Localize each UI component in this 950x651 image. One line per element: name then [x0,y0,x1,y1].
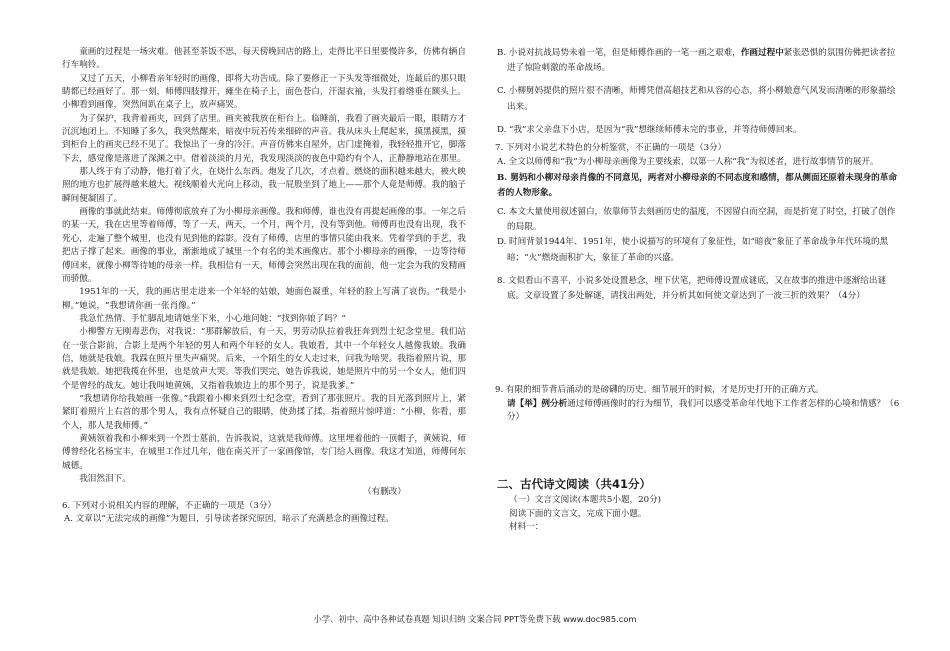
story-paragraph-2: 又过了五天，小柳看亲年轻时的画像，即将大功告成。除了要修正一下头发等细微处，连最后的那只眼睛都已经画好了。那一刻，师傅四肢撑开，瘫坐在椅子上，面色苍白，汗湿衣袖，头发打着绺垂在额头上。小柳看到画像，突然间趴在桌子上，放声痛哭。 [62,73,466,111]
option-b-text-end: 紧张恐惧的氛围仿佛把读者拉进了惊险刺激的革命战场。 [507,48,896,74]
question-6-option-a: A. 文章以“无法完成的画像”为题目，引导读者探究原因，暗示了充满悬念的画像过程。 [64,514,394,525]
source-note: （有删改） [363,487,406,498]
section-2-subtitle: （一）文言文阅读(本题共5小题，20分) [509,495,662,506]
option-b-text-start: B. 小说对抗战局势未着一笔，但是师傅作画的一笔一画之艰难， [497,48,741,58]
story-paragraph-3: 为了保护，我背着画夹，回到了店里。画夹被我放在柜台上。临睡前，我看了画夹最后一眼，眼睛方才沉沉地闭上。不知睡了多久，我突然醒来，暗夜中玩若传来细碎的声音。我从床头上爬起来，摸黑摸黑，摸到柜台上的画夹已经不见了。我惊出了一身的冷汗。声音仿佛来自屋外，店门虚掩着，我轻轻推开它，脚落下去，感觉像是落进了深渊之中。借着淡淡的月光，我发现淡淡的夜色中隐约有个人，正静静地站在那里。 [62,113,466,164]
story-paragraph-7: 我急忙热情、手忙脚乱地请她坐下来，小心地问她：“找到你娘了吗？” [79,313,346,324]
question-8: 8. 文似看山不喜平，小说多处设置悬念，埋下伏笔，把师傅设置成谜底，又在故事的推进中逐渐给出谜底。文章设置了多处解谜，请找出两处，并分析其如何使文章达到了一波三折的效果？（4分） [497,275,887,301]
story-paragraph-4: 那人终于有了动静，他打着了火，在烧什么东西。炮发了几次，才点着。燃烧的面积越来越大，被火映照的地方也扩展得越来越大。视线顺着火光向上移动，我一屁股坐到了地上——那个人竟是师傅。我的脑子瞬间便凝固了。 [62,167,466,204]
question-9-rest: 通过师傅画像时的行为细节，我们可以感受革命年代地下工作者怎样的心境和情感？（6分） [507,398,900,422]
story-paragraph-11: 我泪然泪下。 [79,474,131,484]
question-7-option-a: A. 全文以师傅和“我”为小柳母亲画像为主要线索，以第一人称“我”为叙述者，进行故事情节的展开。 [497,157,879,168]
story-paragraph-5: 画像的事就此结束。师傅彻底放弃了为小柳母亲画像。我和师傅，谁也没有再提起画像的事。一年之后的某一天，我在店里等着师傅，等了一天，两天，一个月，两个月，没有等到他。师傅再也没有出现，我不死心，走遍了整个城里，也没有见到他的踪影。没有了师傅，店里的事情只能由我来。凭着学到的手艺，我把店子撑了起来。画像的事业，渐渐地成了城里一个有名的美术画像店。那个小柳母亲的画像，一边等待师傅回来，就像小柳等待她的母亲一样。我相信有一天，师傅会突然出现在我的面前，他一定会为我的发精画而骄傲。 [62,207,466,284]
question-7-option-b: B. 舅妈和小柳对母亲肖像的不同意见，两者对小柳母亲的不同态度和感情，都从侧面还原着未现身的革命者的人物形象。 [497,172,897,198]
question-6-option-b [495,46,900,76]
question-9-line-2 [495,398,900,425]
story-paragraph-10: 黄姨领着我和小柳来到一个烈士墓前，告诉我说，这就是我师傅。这里埋着他的一顶帽子，黄姨说，师傅曾经化名杨宝丰，在城里工作过几年，他在南关开了一家画像馆，专门给人画像。我这才知道，师傅何东城德。 [62,433,466,471]
story-paragraph-1: 童画的过程是一场灾难。他甚至茶饭不思，每天傍晚回店的路上，走得比平日里要慢许多，仿佛有辆自行车响铃。 [62,47,466,71]
section-2-material-label: 材料一： [509,521,544,532]
left-column [62,46,466,526]
footer-watermark: 小学、初中、高中各种试卷真题 知识归纳 文案合同 PPT等免费下载 www.doc985.com [313,614,637,624]
question-6-option-d: D. “我”求父亲盘下小店，是因为“我”想继续师傅未完的事业，并等待师傅回来。 [497,124,802,135]
section-2-instruction: 阅读下面的文言文，完成下面小题。 [509,508,647,519]
story-paragraph-8: 小柳警方无刚毒悲伤，对我说：“那群解放后，有一天，男劳动队拉着我狂奔到烈士纪念堂里。我们站在一张合影前，合影上是两个年轻的男人和两个年轻的女人。我娘看，其中一个年轻女人越像我娘。我确信，她就是我娘。我踩在照片里失声痛哭。后来，一个陌生的女人走过来，问我为啥哭。我指着照片说，那就是我娘。她把我揽在怀里，也是放声大哭。等我们哭完，她告诉我说，她是照片中的另一个女人，他们四个是曾经的战友。她让我叫她黄姨，又指着我娘边上的那个男子，说是我爹。” [62,327,466,391]
question-9-bold: 请【举】例分析 [507,398,568,409]
question-9-line-1: 9. 有限的细节背后涌动的是磅礴的历史。细节展开的时候，才是历史打开的正确方式。 [495,385,824,396]
question-6-stem: 6. 下列对小说相关内容的理解，不正确的一项是（3分） [62,500,277,511]
question-7-stem: 7. 下列对小说艺术特色的分析鉴赏，不正确的一项是（3分） [495,143,727,154]
section-2-title: 二、古代诗文阅读（共41分） [497,477,652,492]
question-7-option-c: C. 本文大量使用叙述留白，依靠师节去刻画历史的温度，不因留白而空洞，而是折宽了时空，打破了创作的局限。 [497,206,896,233]
story-paragraph-9: “我想请你给我娘画一张像。”我跟着小柳来到烈士纪念堂，看到了那张照片。我的目光落到照片上，紧紧盯着照片上右首的那个男人，我有点怀疑自己的眼睛，使劲揉了揉，指着照片惊呼道：“小柳，你看，那个人，那人是我师傅。” [62,393,466,431]
option-b-bold-text: 作画过程中 [740,48,784,58]
question-9-answer-space [495,424,900,462]
question-8-answer-space [495,312,900,384]
question-7-option-d: D. 时间背景1944年、1951年，使小说描写的环境有了象征性，如“暗夜”象征了革命战争年代环境的黑暗；“火”燃烧面积扩大，象征了革命的兴盛。 [497,237,889,263]
right-column [495,46,900,534]
story-paragraph-6: 1951年的一天，我的画店里走进来一个年轻的姑娘，她面色凝重，年轻的脸上写满了哀伤。“我是小柳。”她说，“我想请你画一张肖像。” [62,287,466,311]
question-6-option-c: C. 小柳舅妈提供的照片很不清晰，师傅凭借高超技艺和从容的心态，将小柳娘意气风发而清晰的形象描绘出来。 [497,86,896,112]
